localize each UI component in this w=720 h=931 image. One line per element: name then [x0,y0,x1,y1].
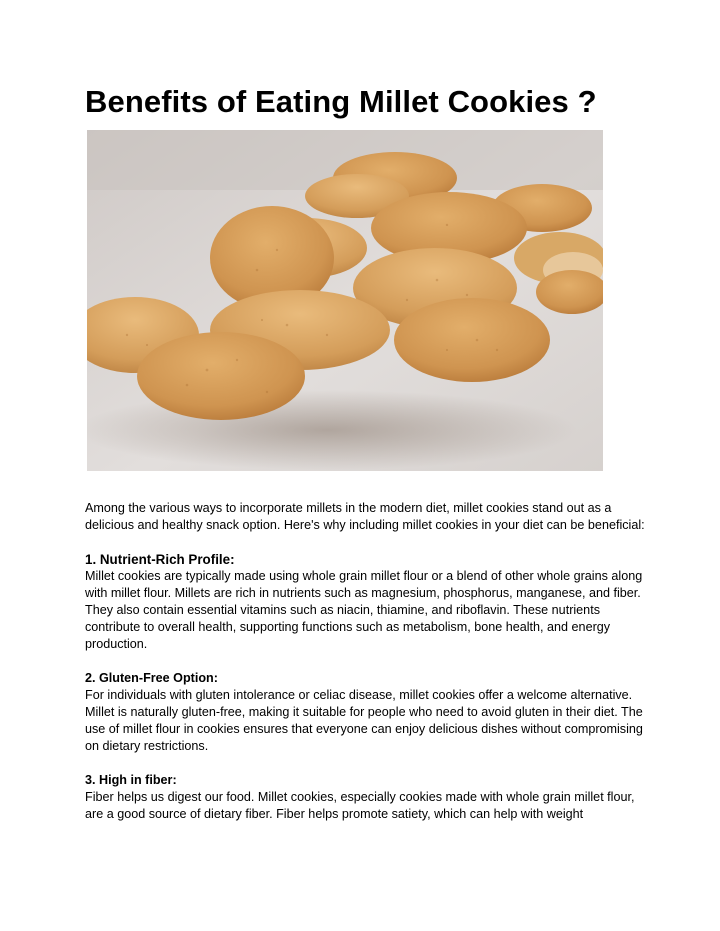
section-heading: 2. Gluten-Free Option: [85,671,218,685]
section-body: For individuals with gluten intolerance or celiac disease, millet cookies offer a welcome alternative. Millet is naturally gluten-free, making it suitable for people who need to avoid gluten in their diet. The use of millet flour in cookies ensures that everyone can enjoy delicious dishes without compromising on dietary restrictions. [85,688,643,753]
section-body: Millet cookies are typically made using whole grain millet flour or a blend of other whole grains along with millet flour. Millets are rich in nutrients such as magnesium, phosphorus, manganese, and fiber. They also contain essential vitamins such as niacin, thiamine, and riboflavin. These nutrients contribute to overall health, supporting functions such as metabolism, bone health, and energy production. [85,569,643,651]
article-body [85,500,645,840]
section-nutrient-rich [85,551,645,653]
section-high-fiber [85,772,645,823]
section-heading: 1. Nutrient-Rich Profile: [85,552,235,567]
section-gluten-free [85,670,645,755]
section-heading: 3. High in fiber: [85,773,177,787]
page-title: Benefits of Eating Millet Cookies ? [85,84,597,119]
intro-paragraph: Among the various ways to incorporate millets in the modern diet, millet cookies stand out as a delicious and healthy snack option. Here's why including millet cookies in your diet can be beneficial: [85,501,645,532]
cookies-photo [87,130,603,471]
section-body: Fiber helps us digest our food. Millet cookies, especially cookies made with whole grain millet flour, are a good source of dietary fiber. Fiber helps promote satiety, which can help with weight [85,790,635,821]
